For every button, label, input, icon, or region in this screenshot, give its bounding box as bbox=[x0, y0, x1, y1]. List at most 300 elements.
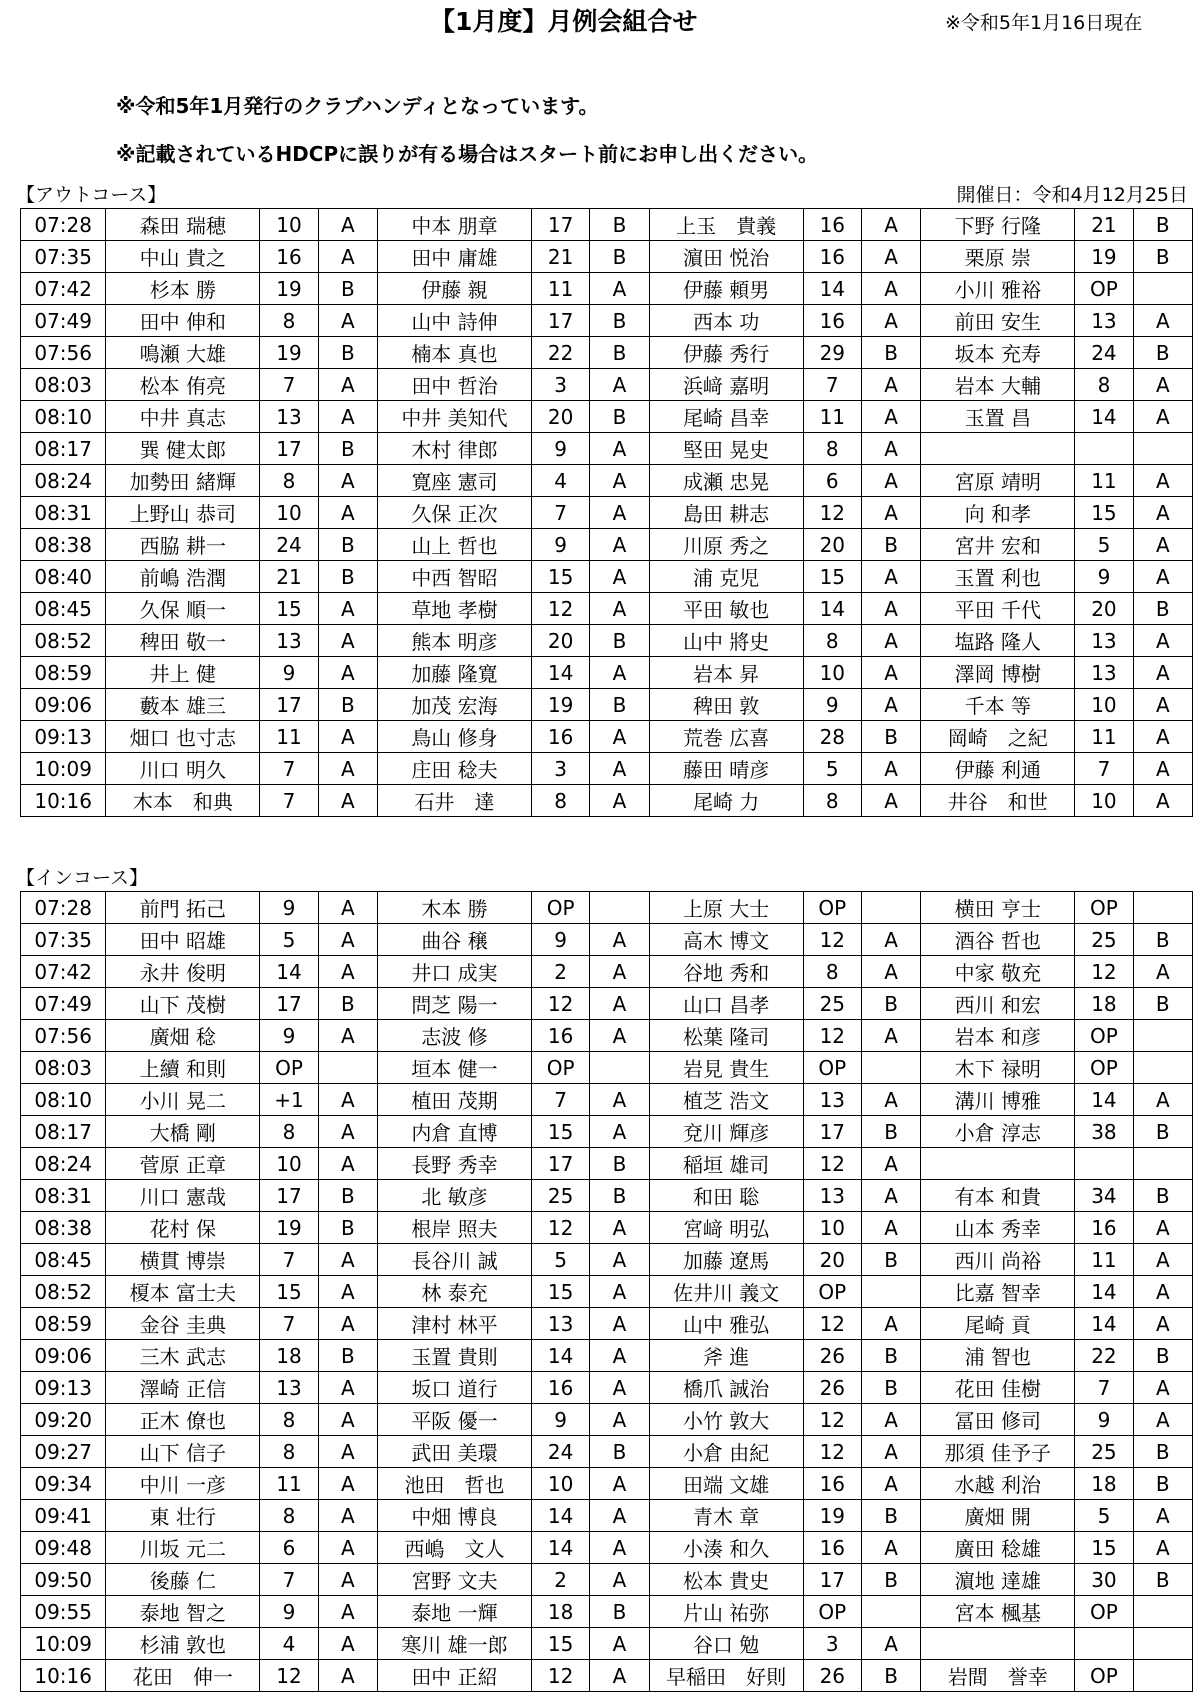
player-name: 谷口 勉 bbox=[649, 1628, 803, 1660]
start-time: 10:16 bbox=[21, 785, 106, 817]
start-time: 08:45 bbox=[21, 593, 106, 625]
player-name: 小川 晃二 bbox=[106, 1084, 260, 1116]
hdcp: 17 bbox=[803, 1564, 861, 1596]
table-row bbox=[21, 1500, 1193, 1532]
class: A bbox=[318, 593, 377, 625]
hdcp: 3 bbox=[532, 369, 590, 401]
start-time: 07:49 bbox=[21, 988, 106, 1020]
class bbox=[861, 892, 920, 924]
hdcp: 25 bbox=[1075, 1436, 1133, 1468]
player-name: 志波 修 bbox=[377, 1020, 531, 1052]
table-row bbox=[21, 465, 1193, 497]
class: A bbox=[318, 497, 377, 529]
class: B bbox=[1133, 241, 1192, 273]
hdcp: 16 bbox=[803, 305, 861, 337]
class: A bbox=[861, 689, 920, 721]
table-row bbox=[21, 401, 1193, 433]
player-name: 金谷 圭典 bbox=[106, 1308, 260, 1340]
hdcp: 7 bbox=[260, 753, 318, 785]
player-name: 稗田 敬一 bbox=[106, 625, 260, 657]
player-name: 平田 千代 bbox=[921, 593, 1075, 625]
hdcp: 11 bbox=[260, 1468, 318, 1500]
class: B bbox=[590, 1596, 649, 1628]
hdcp: OP bbox=[803, 1052, 861, 1084]
player-name: 横貫 博崇 bbox=[106, 1244, 260, 1276]
start-time: 10:09 bbox=[21, 753, 106, 785]
class: A bbox=[318, 1084, 377, 1116]
player-name: 浜﨑 嘉明 bbox=[649, 369, 803, 401]
class: A bbox=[590, 1628, 649, 1660]
hdcp: 16 bbox=[803, 1468, 861, 1500]
player-name: 宮野 文夫 bbox=[377, 1564, 531, 1596]
player-name: 酒谷 哲也 bbox=[921, 924, 1075, 956]
player-name: 堅田 晃史 bbox=[649, 433, 803, 465]
class: A bbox=[318, 1564, 377, 1596]
class bbox=[1133, 1660, 1192, 1692]
player-name: 垣本 健一 bbox=[377, 1052, 531, 1084]
table-row bbox=[21, 1436, 1193, 1468]
hdcp: 5 bbox=[803, 753, 861, 785]
hdcp: 7 bbox=[260, 1244, 318, 1276]
hdcp: 24 bbox=[532, 1436, 590, 1468]
hdcp: 14 bbox=[1075, 1084, 1133, 1116]
class: A bbox=[861, 924, 920, 956]
table-row bbox=[21, 1244, 1193, 1276]
hdcp bbox=[1075, 433, 1133, 465]
hdcp: 20 bbox=[532, 625, 590, 657]
class: A bbox=[861, 657, 920, 689]
player-name: 畑口 也寸志 bbox=[106, 721, 260, 753]
player-name: 平阪 優一 bbox=[377, 1404, 531, 1436]
player-name: 山下 茂樹 bbox=[106, 988, 260, 1020]
player-name: 加藤 遼馬 bbox=[649, 1244, 803, 1276]
player-name: 川坂 元二 bbox=[106, 1532, 260, 1564]
class: A bbox=[590, 465, 649, 497]
class: A bbox=[1133, 1404, 1192, 1436]
hdcp: 17 bbox=[260, 1180, 318, 1212]
hdcp: 12 bbox=[803, 1148, 861, 1180]
hdcp: 9 bbox=[1075, 1404, 1133, 1436]
player-name: 濵地 達雄 bbox=[921, 1564, 1075, 1596]
table-row bbox=[21, 369, 1193, 401]
class: A bbox=[1133, 465, 1192, 497]
hdcp: OP bbox=[803, 1596, 861, 1628]
class: B bbox=[590, 401, 649, 433]
out-course-table bbox=[20, 208, 1193, 817]
class: B bbox=[861, 1116, 920, 1148]
player-name: 上野山 恭司 bbox=[106, 497, 260, 529]
hdcp: 15 bbox=[260, 1276, 318, 1308]
class bbox=[861, 1596, 920, 1628]
hdcp: 12 bbox=[803, 1436, 861, 1468]
hdcp: 13 bbox=[260, 1372, 318, 1404]
player-name: 草地 孝樹 bbox=[377, 593, 531, 625]
hdcp: 14 bbox=[532, 657, 590, 689]
class bbox=[318, 1052, 377, 1084]
player-name: 廣田 稔雄 bbox=[921, 1532, 1075, 1564]
class: A bbox=[590, 1212, 649, 1244]
player-name: 田中 庸雄 bbox=[377, 241, 531, 273]
class: B bbox=[590, 337, 649, 369]
hdcp: 24 bbox=[1075, 337, 1133, 369]
hdcp: 11 bbox=[260, 721, 318, 753]
player-name: 千本 等 bbox=[921, 689, 1075, 721]
class: A bbox=[590, 956, 649, 988]
player-name: 西川 尚裕 bbox=[921, 1244, 1075, 1276]
class: A bbox=[861, 465, 920, 497]
hdcp: 9 bbox=[532, 1404, 590, 1436]
hdcp: 7 bbox=[1075, 1372, 1133, 1404]
class: A bbox=[590, 721, 649, 753]
hdcp: 17 bbox=[260, 988, 318, 1020]
player-name: 松葉 隆司 bbox=[649, 1020, 803, 1052]
class: B bbox=[1133, 1116, 1192, 1148]
hdcp: 9 bbox=[532, 433, 590, 465]
hdcp: 17 bbox=[260, 433, 318, 465]
class: B bbox=[318, 988, 377, 1020]
hdcp: 7 bbox=[260, 785, 318, 817]
class: A bbox=[590, 529, 649, 561]
hdcp: 13 bbox=[1075, 625, 1133, 657]
table-row bbox=[21, 1052, 1193, 1084]
hdcp: 14 bbox=[1075, 1276, 1133, 1308]
class: A bbox=[590, 1276, 649, 1308]
start-time: 07:35 bbox=[21, 924, 106, 956]
player-name: 栗原 崇 bbox=[921, 241, 1075, 273]
page-title: 【1月度】月例会組合せ bbox=[430, 7, 698, 36]
class: A bbox=[861, 1436, 920, 1468]
hdcp: 18 bbox=[260, 1340, 318, 1372]
class: B bbox=[861, 1564, 920, 1596]
start-time: 08:45 bbox=[21, 1244, 106, 1276]
class: A bbox=[590, 433, 649, 465]
player-name: 杉浦 敦也 bbox=[106, 1628, 260, 1660]
player-name: 山上 哲也 bbox=[377, 529, 531, 561]
class: A bbox=[318, 305, 377, 337]
hdcp: 8 bbox=[803, 433, 861, 465]
hdcp: 15 bbox=[532, 561, 590, 593]
class: A bbox=[318, 785, 377, 817]
class bbox=[1133, 1052, 1192, 1084]
class: A bbox=[318, 241, 377, 273]
start-time: 07:56 bbox=[21, 337, 106, 369]
player-name: 西嶋 文人 bbox=[377, 1532, 531, 1564]
hdcp: 11 bbox=[803, 401, 861, 433]
hdcp: 18 bbox=[532, 1596, 590, 1628]
hdcp: 14 bbox=[532, 1500, 590, 1532]
player-name: 稗田 敦 bbox=[649, 689, 803, 721]
hdcp: 13 bbox=[532, 1308, 590, 1340]
player-name: 寒川 雄一郎 bbox=[377, 1628, 531, 1660]
hdcp: 10 bbox=[260, 209, 318, 241]
class: A bbox=[318, 956, 377, 988]
start-time: 07:42 bbox=[21, 273, 106, 305]
player-name: 井谷 和世 bbox=[921, 785, 1075, 817]
class: B bbox=[1133, 1436, 1192, 1468]
hdcp: 12 bbox=[803, 924, 861, 956]
hdcp: 12 bbox=[260, 1660, 318, 1692]
class: A bbox=[318, 721, 377, 753]
class: A bbox=[1133, 1372, 1192, 1404]
player-name: 坂口 道行 bbox=[377, 1372, 531, 1404]
class: B bbox=[590, 1436, 649, 1468]
table-row bbox=[21, 1308, 1193, 1340]
hdcp: 16 bbox=[532, 1020, 590, 1052]
hdcp: 17 bbox=[803, 1116, 861, 1148]
class: A bbox=[590, 1564, 649, 1596]
player-name: 塩路 隆人 bbox=[921, 625, 1075, 657]
player-name: 内倉 直博 bbox=[377, 1116, 531, 1148]
hdcp: 19 bbox=[260, 337, 318, 369]
hdcp: 19 bbox=[1075, 241, 1133, 273]
class: A bbox=[1133, 497, 1192, 529]
player-name: 宮井 宏和 bbox=[921, 529, 1075, 561]
class: A bbox=[1133, 561, 1192, 593]
player-name: 島田 耕志 bbox=[649, 497, 803, 529]
player-name: 伊藤 秀行 bbox=[649, 337, 803, 369]
class: A bbox=[318, 1020, 377, 1052]
class: A bbox=[318, 209, 377, 241]
player-name: 加勢田 緒輝 bbox=[106, 465, 260, 497]
class: A bbox=[318, 1404, 377, 1436]
class: A bbox=[590, 657, 649, 689]
hdcp: 11 bbox=[1075, 721, 1133, 753]
class: B bbox=[861, 337, 920, 369]
class: A bbox=[1133, 1500, 1192, 1532]
table-row bbox=[21, 273, 1193, 305]
hdcp: 15 bbox=[803, 561, 861, 593]
table-row bbox=[21, 657, 1193, 689]
hdcp: 8 bbox=[260, 305, 318, 337]
player-name: 佐井川 義文 bbox=[649, 1276, 803, 1308]
start-time: 07:28 bbox=[21, 892, 106, 924]
player-name: 廣畑 稔 bbox=[106, 1020, 260, 1052]
player-name: 泰地 智之 bbox=[106, 1596, 260, 1628]
class: A bbox=[861, 1084, 920, 1116]
hdcp: 8 bbox=[803, 956, 861, 988]
player-name: 鳴瀬 大雄 bbox=[106, 337, 260, 369]
player-name: 正木 僚也 bbox=[106, 1404, 260, 1436]
class: A bbox=[1133, 956, 1192, 988]
hdcp: 22 bbox=[532, 337, 590, 369]
hdcp: 7 bbox=[1075, 753, 1133, 785]
class bbox=[861, 1276, 920, 1308]
player-name: 平田 敏也 bbox=[649, 593, 803, 625]
player-name: 西川 和宏 bbox=[921, 988, 1075, 1020]
start-time: 09:48 bbox=[21, 1532, 106, 1564]
class: B bbox=[318, 337, 377, 369]
player-name: 長野 秀幸 bbox=[377, 1148, 531, 1180]
player-name bbox=[921, 1628, 1075, 1660]
start-time: 09:20 bbox=[21, 1404, 106, 1436]
class: B bbox=[1133, 1340, 1192, 1372]
hdcp: 14 bbox=[532, 1532, 590, 1564]
class: A bbox=[861, 625, 920, 657]
class: B bbox=[861, 988, 920, 1020]
class: A bbox=[590, 1244, 649, 1276]
hdcp: 15 bbox=[1075, 1532, 1133, 1564]
player-name: 岩間 誉幸 bbox=[921, 1660, 1075, 1692]
note-hdcp-error: ※記載されているHDCPに誤りが有る場合はスタート前にお申し出ください。 bbox=[116, 142, 819, 166]
player-name: 巽 健太郎 bbox=[106, 433, 260, 465]
hdcp: 9 bbox=[260, 657, 318, 689]
hdcp: 21 bbox=[1075, 209, 1133, 241]
class: A bbox=[861, 369, 920, 401]
player-name: 木本 勝 bbox=[377, 892, 531, 924]
start-time: 08:52 bbox=[21, 1276, 106, 1308]
player-name: 岩本 和彦 bbox=[921, 1020, 1075, 1052]
player-name: 問芝 陽一 bbox=[377, 988, 531, 1020]
class: B bbox=[318, 1212, 377, 1244]
player-name: 有本 和貴 bbox=[921, 1180, 1075, 1212]
player-name: 藪本 雄三 bbox=[106, 689, 260, 721]
class: A bbox=[590, 497, 649, 529]
start-time: 10:16 bbox=[21, 1660, 106, 1692]
class: A bbox=[590, 369, 649, 401]
as-of-date: ※令和5年1月16日現在 bbox=[945, 12, 1143, 34]
player-name: 池田 哲也 bbox=[377, 1468, 531, 1500]
hdcp: 10 bbox=[260, 1148, 318, 1180]
player-name: 山中 將史 bbox=[649, 625, 803, 657]
hdcp: 7 bbox=[260, 369, 318, 401]
player-name: 早稲田 好則 bbox=[649, 1660, 803, 1692]
class: B bbox=[1133, 924, 1192, 956]
player-name: 稲垣 雄司 bbox=[649, 1148, 803, 1180]
class: A bbox=[590, 1660, 649, 1692]
player-name: 花田 佳樹 bbox=[921, 1372, 1075, 1404]
class: A bbox=[1133, 1084, 1192, 1116]
class: B bbox=[1133, 337, 1192, 369]
hdcp: 30 bbox=[1075, 1564, 1133, 1596]
player-name: 伊藤 親 bbox=[377, 273, 531, 305]
player-name: 小倉 由紀 bbox=[649, 1436, 803, 1468]
player-name: 兗川 輝彦 bbox=[649, 1116, 803, 1148]
class: A bbox=[1133, 753, 1192, 785]
table-row bbox=[21, 1628, 1193, 1660]
class: A bbox=[861, 433, 920, 465]
hdcp: 5 bbox=[532, 1244, 590, 1276]
hdcp: 14 bbox=[803, 593, 861, 625]
start-time: 09:34 bbox=[21, 1468, 106, 1500]
player-name: 田端 文雄 bbox=[649, 1468, 803, 1500]
hdcp: OP bbox=[1075, 1052, 1133, 1084]
hdcp: 14 bbox=[532, 1340, 590, 1372]
class: A bbox=[861, 1468, 920, 1500]
class: A bbox=[318, 1628, 377, 1660]
player-name: 北 敏彦 bbox=[377, 1180, 531, 1212]
start-time: 07:42 bbox=[21, 956, 106, 988]
hdcp: 4 bbox=[260, 1628, 318, 1660]
table-row bbox=[21, 721, 1193, 753]
player-name: 曲谷 穣 bbox=[377, 924, 531, 956]
player-name: 水越 利治 bbox=[921, 1468, 1075, 1500]
class: A bbox=[861, 273, 920, 305]
player-name: 青木 章 bbox=[649, 1500, 803, 1532]
class: A bbox=[861, 497, 920, 529]
class bbox=[1133, 273, 1192, 305]
table-row bbox=[21, 433, 1193, 465]
player-name: 岩本 昇 bbox=[649, 657, 803, 689]
hdcp: 13 bbox=[1075, 657, 1133, 689]
player-name: 藤田 晴彦 bbox=[649, 753, 803, 785]
class: B bbox=[318, 689, 377, 721]
hdcp: 16 bbox=[532, 721, 590, 753]
hdcp: 10 bbox=[803, 1212, 861, 1244]
hdcp: 9 bbox=[260, 892, 318, 924]
class: A bbox=[590, 593, 649, 625]
hdcp: 10 bbox=[1075, 689, 1133, 721]
class: A bbox=[590, 1340, 649, 1372]
player-name: 坂本 充寿 bbox=[921, 337, 1075, 369]
player-name: 溝川 博雅 bbox=[921, 1084, 1075, 1116]
hdcp: 19 bbox=[260, 273, 318, 305]
class: A bbox=[590, 273, 649, 305]
player-name: 田中 伸和 bbox=[106, 305, 260, 337]
hdcp: 8 bbox=[260, 1404, 318, 1436]
table-row bbox=[21, 1564, 1193, 1596]
hdcp: OP bbox=[1075, 1020, 1133, 1052]
hdcp: OP bbox=[803, 892, 861, 924]
class: A bbox=[590, 561, 649, 593]
note-handicap: ※令和5年1月発行のクラブハンディとなっています。 bbox=[116, 94, 599, 118]
hdcp: 19 bbox=[803, 1500, 861, 1532]
player-name: 花村 保 bbox=[106, 1212, 260, 1244]
class: B bbox=[1133, 1180, 1192, 1212]
hdcp: 8 bbox=[260, 1500, 318, 1532]
start-time: 09:06 bbox=[21, 1340, 106, 1372]
hdcp: 16 bbox=[803, 241, 861, 273]
class: A bbox=[1133, 1308, 1192, 1340]
hdcp: 7 bbox=[532, 1084, 590, 1116]
start-time: 08:38 bbox=[21, 529, 106, 561]
class: A bbox=[861, 401, 920, 433]
player-name: 尾崎 貢 bbox=[921, 1308, 1075, 1340]
player-name: 山本 秀幸 bbox=[921, 1212, 1075, 1244]
player-name: 浦 智也 bbox=[921, 1340, 1075, 1372]
hdcp: 8 bbox=[260, 1116, 318, 1148]
class: A bbox=[318, 1276, 377, 1308]
hdcp: 8 bbox=[1075, 369, 1133, 401]
class: B bbox=[590, 689, 649, 721]
hdcp: 7 bbox=[260, 1308, 318, 1340]
player-name: 玉置 利也 bbox=[921, 561, 1075, 593]
hdcp: 8 bbox=[532, 785, 590, 817]
player-name: 中井 真志 bbox=[106, 401, 260, 433]
class: A bbox=[861, 956, 920, 988]
class: B bbox=[1133, 988, 1192, 1020]
hdcp: 19 bbox=[532, 689, 590, 721]
player-name: 中本 朋章 bbox=[377, 209, 531, 241]
hdcp: 17 bbox=[532, 305, 590, 337]
class: A bbox=[1133, 721, 1192, 753]
hdcp: 25 bbox=[803, 988, 861, 1020]
start-time: 08:17 bbox=[21, 433, 106, 465]
class: B bbox=[861, 1244, 920, 1276]
class: A bbox=[861, 1180, 920, 1212]
player-name: 上原 大士 bbox=[649, 892, 803, 924]
player-name: 植田 茂期 bbox=[377, 1084, 531, 1116]
class: B bbox=[1133, 593, 1192, 625]
hdcp: 26 bbox=[803, 1372, 861, 1404]
table-row bbox=[21, 1596, 1193, 1628]
player-name: 高木 博文 bbox=[649, 924, 803, 956]
hdcp: 2 bbox=[532, 956, 590, 988]
class: A bbox=[861, 1212, 920, 1244]
class: A bbox=[318, 1308, 377, 1340]
table-row bbox=[21, 337, 1193, 369]
player-name: 森田 瑞穂 bbox=[106, 209, 260, 241]
table-row bbox=[21, 625, 1193, 657]
